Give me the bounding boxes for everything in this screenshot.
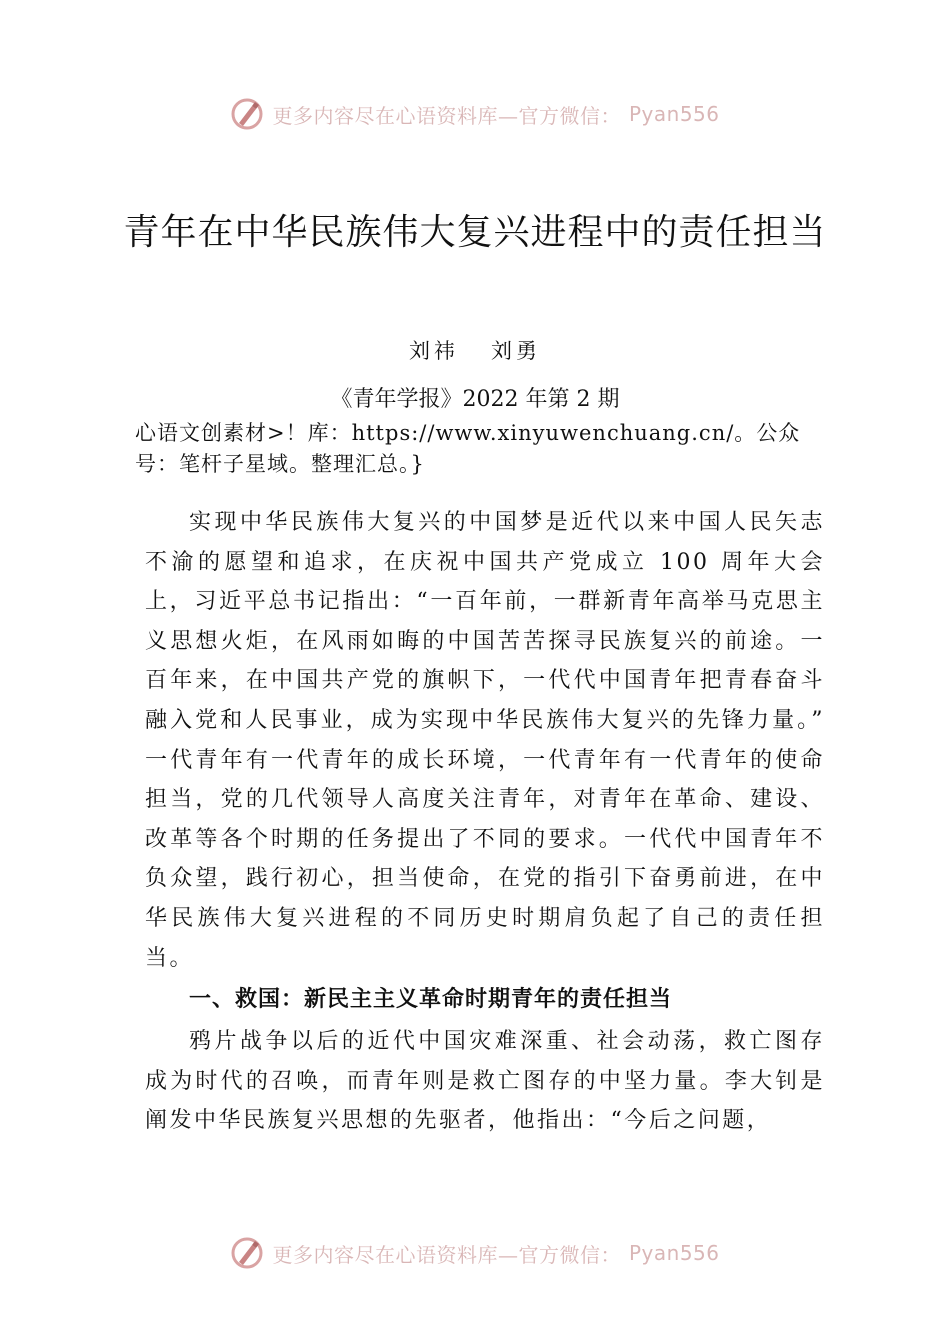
watermark-text: 更多内容尽在心语资料库—官方微信： <box>272 1242 621 1267</box>
intro-paragraph: 实现中华民族伟大复兴的中国梦是近代以来中国人民矢志不渝的愿望和追求，在庆祝中国共产党成立 100 周年大会上，习近平总书记指出：“一百年前，一群新青年高举马克思主义思想火炬，在风雨如晦的中国苦苦探寻民族复兴的前途。一百年来，在中国共产党的旗帜下，一代代中国青年把青春奋斗融入党和人民事业，成为实现中华民族伟大复兴的先锋力量。” 一代青年有一代青年的成长环境，一代青年有一代青年的使命担当，党的几代领导人高度关注青年，对青年在革命、建设、改革等各个时期的任务提出了不同的要求。一代代中国青年不负众望，践行初心，担当使命，在党的指引下奋勇前进，在中华民族伟大复兴进程的不同历史时期肩负起了自己的责任担当。 <box>145 510 825 971</box>
source-note: 心语文创素材>！库：https://www.xinyuwenchuang.cn/。公众号：笔杆子星域。整理汇总。} <box>135 421 801 476</box>
article-body <box>145 503 825 1141</box>
journal-citation: 《青年学报》2022 年第 2 期 <box>330 387 620 412</box>
watermark-wechat-id: Pyan556 <box>628 1241 720 1265</box>
article-authors: 刘祎 刘勇 <box>408 339 542 363</box>
pen-in-circle-icon <box>230 1236 264 1270</box>
article-title: 青年在中华民族伟大复兴进程中的责任担当 <box>123 212 827 253</box>
watermark-wechat-id: Pyan556 <box>628 102 720 126</box>
footer-watermark <box>0 1233 950 1273</box>
pen-in-circle-icon <box>230 97 264 131</box>
section-heading: 一、救国：新民主主义革命时期青年的责任担当 <box>189 987 673 1013</box>
header-watermark <box>0 94 950 134</box>
watermark-text: 更多内容尽在心语资料库—官方微信： <box>272 103 621 128</box>
section-paragraph: 鸦片战争以后的近代中国灾难深重、社会动荡，救亡图存成为时代的召唤，而青年则是救亡图存的中坚力量。李大钊是阐发中华民族复兴思想的先驱者，他指出：“今后之问题， <box>145 1029 825 1134</box>
